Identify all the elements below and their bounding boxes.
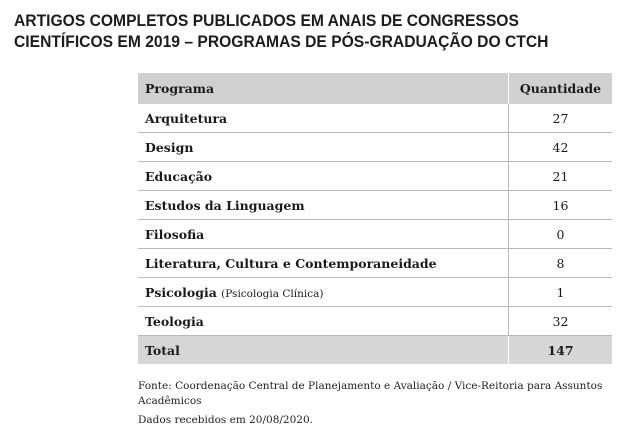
program-quantity: 1 <box>509 278 613 307</box>
program-quantity: 16 <box>509 191 613 220</box>
header-programa: Programa <box>138 73 509 104</box>
table-row <box>138 220 612 249</box>
program-name: Teologia <box>138 307 509 336</box>
program-name: Educação <box>138 162 509 191</box>
program-quantity: 42 <box>509 133 613 162</box>
program-quantity: 27 <box>509 104 613 133</box>
table-footnote <box>138 379 618 428</box>
table-row <box>138 104 612 133</box>
title-line-2: CIENTÍFICOS EM 2019 – PROGRAMAS DE PÓS-GRADUAÇÃO DO CTCH <box>14 32 549 51</box>
table-row <box>138 133 612 162</box>
table-row <box>138 162 612 191</box>
program-quantity: 0 <box>509 220 613 249</box>
table-header-row <box>138 73 612 104</box>
program-subname: (Psicologia Clínica) <box>221 287 324 300</box>
table-row <box>138 249 612 278</box>
data-received-note: Dados recebidos em 20/08/2020. <box>138 414 313 426</box>
total-quantity: 147 <box>509 336 613 365</box>
table-total-row <box>138 336 612 365</box>
total-label: Total <box>138 336 509 365</box>
program-name: Estudos da Linguagem <box>138 191 509 220</box>
program-quantity: 32 <box>509 307 613 336</box>
title-line-1: ARTIGOS COMPLETOS PUBLICADOS EM ANAIS DE CONGRESSOS <box>14 11 519 30</box>
document-title <box>14 10 577 52</box>
program-quantity: 21 <box>509 162 613 191</box>
program-name: Arquitetura <box>138 104 509 133</box>
table-row <box>138 191 612 220</box>
programs-table <box>138 73 612 364</box>
program-name: Design <box>138 133 509 162</box>
table-row <box>138 307 612 336</box>
source-note: Fonte: Coordenação Central de Planejamento e Avaliação / Vice-Reitoria para Assuntos Acadêmicos <box>138 380 603 407</box>
program-name: Filosofia <box>138 220 509 249</box>
program-name: Psicologia (Psicologia Clínica) <box>138 278 509 307</box>
table-row <box>138 278 612 307</box>
header-quantidade: Quantidade <box>509 73 613 104</box>
program-name: Literatura, Cultura e Contemporaneidade <box>138 249 509 278</box>
program-quantity: 8 <box>509 249 613 278</box>
